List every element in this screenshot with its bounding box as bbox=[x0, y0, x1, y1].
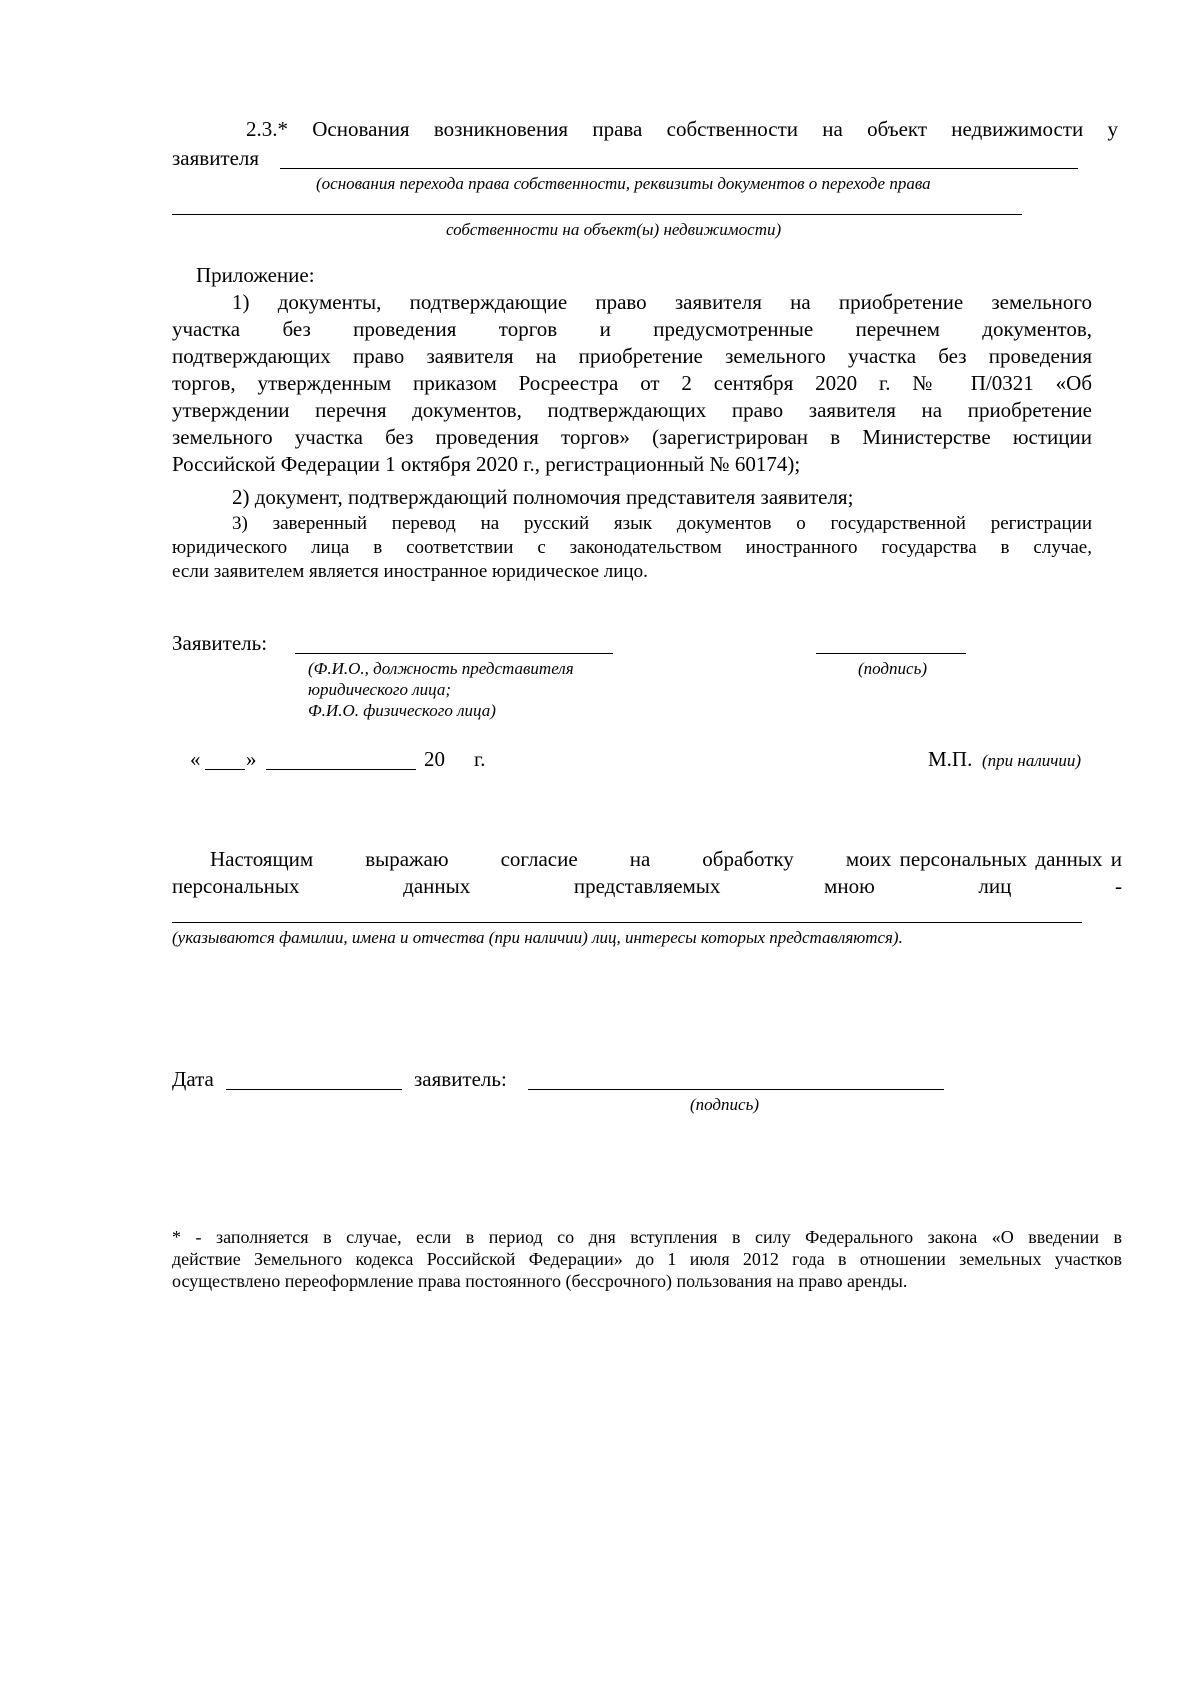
attachment-item-3 bbox=[172, 512, 1092, 584]
ownership-basis-caption: (основания перехода права собственности, реквизиты документов о переходе права bbox=[316, 174, 931, 193]
represented-persons-line[interactable] bbox=[172, 922, 1082, 923]
attachment-item-1-line: утверждении перечня документов, подтверждающих право заявителя на приобретение bbox=[172, 398, 1092, 422]
section-heading: 2.3.* Основания возникновения права собственности на объект недвижимости у bbox=[246, 117, 1118, 141]
represented-persons-caption: (указываются фамилии, имена и отчества (при наличии) лиц, интересы которых представляются). bbox=[172, 928, 903, 947]
date-day-line[interactable] bbox=[205, 769, 245, 770]
consent-line-1 bbox=[172, 846, 1122, 873]
attachment-item-1-line: земельного участка без проведения торгов» (зарегистрирован в Министерстве юстиции bbox=[172, 425, 1092, 449]
applicant-signature-label: Заявитель: bbox=[172, 631, 268, 655]
date-year-prefix: 20 bbox=[424, 747, 445, 771]
applicant-name-caption-line: юридического лица; bbox=[308, 680, 452, 699]
attachment-item-2: 2) документ, подтверждающий полномочия представителя заявителя; bbox=[232, 485, 854, 509]
applicant-name-line[interactable] bbox=[295, 653, 613, 654]
attachment-item-1-line: участка без проведения торгов и предусмотренные перечнем документов, bbox=[172, 317, 1092, 341]
consent-word: данных bbox=[403, 874, 471, 898]
final-date-label: Дата bbox=[172, 1067, 214, 1091]
date-year-suffix: г. bbox=[474, 747, 486, 771]
consent-word: персональных bbox=[172, 874, 300, 898]
signature-caption: (подпись) bbox=[858, 659, 927, 678]
footnote bbox=[172, 1226, 1122, 1292]
final-signature-caption: (подпись) bbox=[690, 1095, 759, 1114]
attachment-item-1-line: подтверждающих право заявителя на приобретение земельного участка без проведения bbox=[172, 344, 1092, 368]
seal-note: (при наличии) bbox=[982, 751, 1082, 770]
consent-word: лиц bbox=[978, 874, 1012, 898]
final-applicant-label: заявитель: bbox=[414, 1067, 507, 1091]
ownership-basis-line-2[interactable] bbox=[172, 214, 1022, 215]
attachment-item-1-line: торгов, утвержденным приказом Росреестра от 2 сентября 2020 г. № П/0321 «Об bbox=[172, 371, 1092, 395]
ownership-basis-caption-2: собственности на объект(ы) недвижимости) bbox=[446, 220, 782, 239]
date-close-quote: » bbox=[246, 747, 257, 771]
attachments-title: Приложение: bbox=[196, 263, 315, 287]
footnote-line: * - заполняется в случае, если в период со дня вступления в силу Федерального закона «О введении в bbox=[172, 1227, 1122, 1247]
consent-word: Настоящим bbox=[210, 847, 314, 871]
consent-word: - bbox=[1114, 874, 1122, 898]
consent-word: обработку bbox=[702, 847, 794, 871]
applicant-label: заявителя bbox=[172, 146, 260, 170]
attachment-item-1 bbox=[172, 289, 1092, 478]
attachment-item-3-line: если заявителем является иностранное юридическое лицо. bbox=[172, 561, 648, 582]
consent-word: выражаю bbox=[365, 847, 449, 871]
attachment-item-1-line: Российской Федерации 1 октября 2020 г., регистрационный № 60174); bbox=[172, 452, 801, 476]
consent-word: мною bbox=[824, 874, 875, 898]
consent-word: моих персональных данных и bbox=[845, 847, 1122, 871]
final-signature-line[interactable] bbox=[528, 1089, 944, 1090]
attachment-item-3-line: юридического лица в соответствии с законодательством иностранного государства в случае, bbox=[172, 537, 1092, 558]
final-date-line[interactable] bbox=[226, 1089, 402, 1090]
attachment-item-1-line: 1) документы, подтверждающие право заявителя на приобретение земельного bbox=[232, 290, 1092, 314]
applicant-signature-line[interactable] bbox=[816, 653, 966, 654]
seal-label: М.П. bbox=[928, 747, 973, 771]
applicant-name-caption-line: (Ф.И.О., должность представителя bbox=[308, 659, 574, 678]
applicant-name-caption-line: Ф.И.О. физического лица) bbox=[308, 701, 496, 720]
applicant-name-caption bbox=[308, 658, 574, 721]
date-open-quote: « bbox=[190, 747, 201, 771]
consent-line-2 bbox=[172, 873, 1122, 900]
date-month-line[interactable] bbox=[266, 769, 416, 770]
footnote-line: действие Земельного кодекса Российской Федерации» до 1 июля 2012 года в отношении земельных участков bbox=[172, 1249, 1122, 1269]
consent-word: на bbox=[629, 847, 651, 871]
ownership-basis-line[interactable] bbox=[280, 168, 1078, 169]
consent-word: представляемых bbox=[573, 874, 721, 898]
consent-word: согласие bbox=[500, 847, 578, 871]
attachment-item-3-line: 3) заверенный перевод на русский язык документов о государственной регистрации bbox=[232, 513, 1092, 534]
footnote-line: осуществлено переоформление права постоянного (бессрочного) пользования на право аренды. bbox=[172, 1271, 908, 1291]
